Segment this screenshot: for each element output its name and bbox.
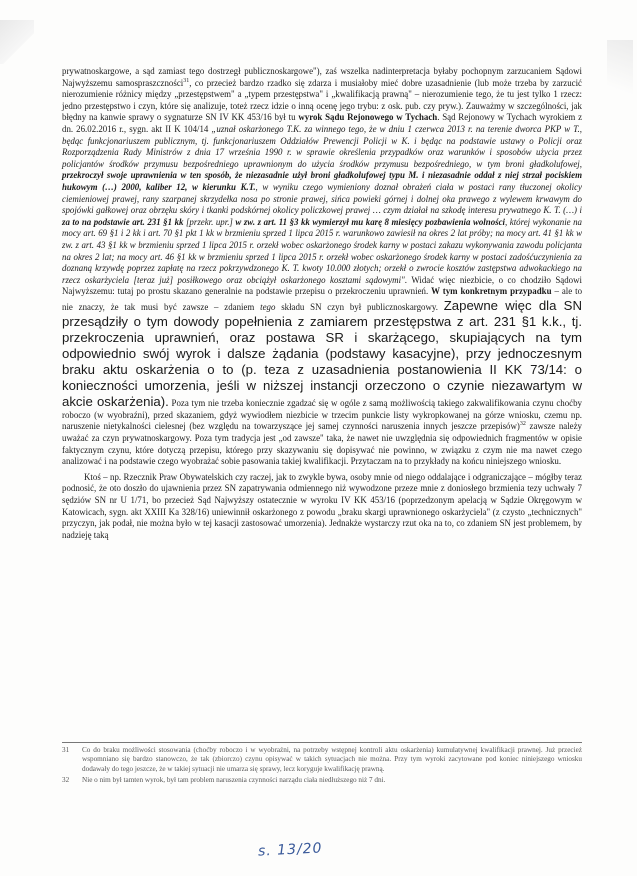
- italic-quote: , w wyniku czego wymieniony doznał obrażeń ciała w postaci rany tłuczonej okolicy ciemieniowej prawej, rany szarpanej skrzydełka nosa po stronie prawej, sińca powieki górnej i dolnej oka prawego z wylewem krwawym do spojówki gałkowej oraz obrzęku skóry i tkanki podskórnej okolicy policzkowej prawej … czym działał na szkodę interesu prywatnego K. T. (…) i: [62, 181, 582, 216]
- footnote: [62, 776, 582, 785]
- paper-crease: [0, 20, 34, 64]
- footnote-divider: [62, 742, 582, 743]
- footnote-text: Nie o nim był tamten wyrok, był tam problem naruszenia czynności narządu ciała niedłuższego niż 7 dni.: [82, 776, 386, 785]
- large-text: Zapewne więc dla SN przesądziły o tym dowody popełnienia z zamiarem przestępstwa z art. 231 §1 k.k., tj. przekroczenia uprawnień, oraz postawa SR i skarżącego, skupiających na tym odpowiednio swój wyrok i dalsze żądania (podstawy kasacyjne), przy jednoczesnym braku aktu oskarżenia o to (p. teza z uzasadnienia postanowienia II KK 73/14: o konieczności umorzenia, jeśli w niższej instancji orzeczono o czynie niezawartym w akcie oskarżenia).: [62, 297, 582, 409]
- text-run: . Widać więc niezbicie, o co chodziło Sądowi Najwyższemu: tutaj po prostu skazano generalnie na podstawie przepisu o przekroczeniu uprawnień.: [62, 274, 582, 297]
- text-run: Poza tym nie trzeba koniecznie zgadzać się w ogóle z samą możliwością takiego zakwalifikowania czynu choćby roboczo (w wyobraźni), przed skazaniem, gdyż wywiodłem niezbicie w trzecim punkcie listy wykropkowanej na górze wniosku, czemu np. naruszenie nietykalności cielesnej (bez względu na towarzyszące jej samej czynności naruszenia innych jeszcze przepisów): [62, 397, 582, 432]
- bold-italic-text: przekroczył swoje uprawnienia w ten sposób, że niezasadnie użył broni gładkolufowej typu M. i niezasadnie oddał z niej strzał pociskiem hukowym (…) 2000, kaliber 12, w kierunku K.T.: [62, 170, 582, 192]
- paragraph-1: [62, 66, 582, 468]
- footnote: [62, 746, 582, 774]
- text-run: , co przecież bardzo rzadko się zdarza i musiałoby mieć dobre uzasadnienie (lub może trzeba by zarzucić nierozumienie różnicy między „przestępstwem" a „typem przestępstwa" i „kwalifikacją prawną" – nierozumienie tego, że tu jest tylko 1 rzecz: jedno przestępstwo i czyn, które się analizuje, toteż rzecz idzie o inną ocenę jego trybu: z osk. pub. czy pryw.). Zauważmy w szczególności, jak błędny na kanwie sprawy o sygnaturze SN IV KK 453/16 był tu: [62, 77, 582, 123]
- paper-shadow: [607, 40, 633, 110]
- footnote-number: 31: [62, 746, 70, 754]
- main-text: [62, 66, 582, 541]
- italic-quote: „uznał oskarżonego T.K. za winnego tego, że w dniu 1 czerwca 2013 r. na terenie dworca PKP w T., będąc funkcjonariuszem publicznym, tj. funkcjonariuszem Oddziałów Prewencji Policji w K. i będąc na podstawie ustawy o Policji oraz Rozporządzenia Rady Ministrów z dnia 17 września 1990 r. w sprawie określenia przypadków oraz warunków i sposobów użycia przez policjantów środków przymusu bezpośredniego uprawnionym do użycia środków przymusu bezpośredniego, w tym broni gładkolufowej,: [62, 123, 582, 169]
- bold-italic-text: za to na podstawie art. 231 §1 kk: [62, 216, 184, 227]
- italic-quote: [przekr. upr.]: [183, 216, 236, 227]
- paragraph-2: Ktoś – np. Rzecznik Praw Obywatelskich czy raczej, jak to zwykle bywa, osoby mnie od niego oddalające i odgraniczające – mógłby teraz podnosić, że oto doszło do ujawnienia przez SN zapatrywania odmiennego niż wywodzone przeze mnie z doniosłego brzmienia tezy uchwały 7 sędziów SN nr U 1/71, bo przecież Sąd Najwyższy ostatecznie w wyroku IV KK 453/16 (poprzedzonym apelacją w Sądzie Okręgowym w Katowicach, sygn. akt XXIII Ka 328/16) uniewinnił oskarżonego z powodu „braku skargi uprawnionego oskarżyciela" (z czysto „technicznych" przyczyn, jak podał, nie można było w tej kasacji zastosować umorzenia). Jednakże wystarczy rzut oka na to, co zdaniem SN jest problemem, by nadzieję taką: [62, 471, 582, 540]
- text-run: prywatnoskargowe, a sąd zamiast tego dostrzegł publicznoskargowe"), zaś wszelka nadinterpretacja byłaby pochopnym zarzucaniem Sądowi Najwyższemu samospraszczności: [62, 66, 582, 88]
- footnote-text: Co do braku możliwości stosowania (choćby roboczo i w wyobraźni, na potrzeby wstępnej kontroli aktu oskarżenia) kumulatywnej kwalifikacji prawnej. Już przecież wspomniano się bardzo stanowczo, że tak (zbiorczo) czynu opisywać w takich sytuacjach nie można. Przy tym wyroki zacytowane pod koniec niniejszego wniosku dodawały do tego jeszcze, że w takiej sytuacji nie umarza się sprawy, lecz koryguje kwalifikację prawną.: [82, 746, 582, 773]
- footnotes: [62, 746, 582, 788]
- bold-italic-text: w zw. z art. 11 §3 kk wymierzył mu karę 8 miesięcy pozbawienia wolności: [235, 216, 506, 227]
- footnote-ref-32[interactable]: 32: [519, 421, 526, 428]
- footnote-ref-31[interactable]: 31: [183, 77, 190, 84]
- footnote-number: 32: [62, 776, 70, 785]
- page-number: s. 13/20: [257, 840, 323, 860]
- bold-text: W tym konkretnym przypadku: [431, 286, 552, 297]
- text-run: zawsze należy uważać za czyn prywatnoskargowy. Poza tym tradycja jest „od zawsze" taka, że nawet nie uwzględnia się odpowiednich fragmentów w opisie faktycznym czynu, które dotyczą przepisu, którego przy skazywaniu się dopisywać nie powinno, w związku z czym nie ma nawet czego analizować i na podstawie czego wyobrażać sobie pasowania takiej kwalifikacji. Przytaczam na to przykłady na końcu niniejszego wniosku.: [62, 421, 582, 467]
- text-run: składu SN czyn był publicznoskargowy.: [275, 301, 444, 312]
- italic-quote: , której wykonanie na mocy art. 69 §1 i 2 kk i art. 70 §1 pkt 1 kk w brzmieniu sprzed 1 lipca 2015 r. warunkowo zawiesił na okres 2 lat próby; na mocy art. 41 §1 kk w zw. z art. 43 §1 kk w brzmieniu sprzed 1 lipca 2015 r. orzekł wobec oskarżonego środek karny w postaci zakazu wykonywania zawodu policjanta na okres 2 lat; na mocy art. 46 §1 kk w brzmieniu sprzed 1 lipca 2015 r. orzekł wobec oskarżonego środek karny w postaci zadośćuczynienia za doznaną krzywdę poprzez zapłatę na rzecz pokrzywdzonego K. T. kwoty 10.000 złotych; orzekł o zwrocie kosztów zastępstwa adwokackiego na rzecz oskarżyciela [teraz już] posiłkowego oraz obciążył oskarżonego kosztami sądowymi": [62, 216, 582, 285]
- text-run: – ale to nie znaczy, że tak musi być zawsze – zdaniem: [62, 286, 583, 312]
- bold-text: wyrok Sądu Rejonowego w Tychach: [298, 112, 438, 123]
- text-run: . Sąd Rejonowy w Tychach wyrokiem z dn. 26.02.2016 r., sygn. akt II K 104/14: [62, 112, 583, 134]
- italic-word: tego: [260, 301, 276, 312]
